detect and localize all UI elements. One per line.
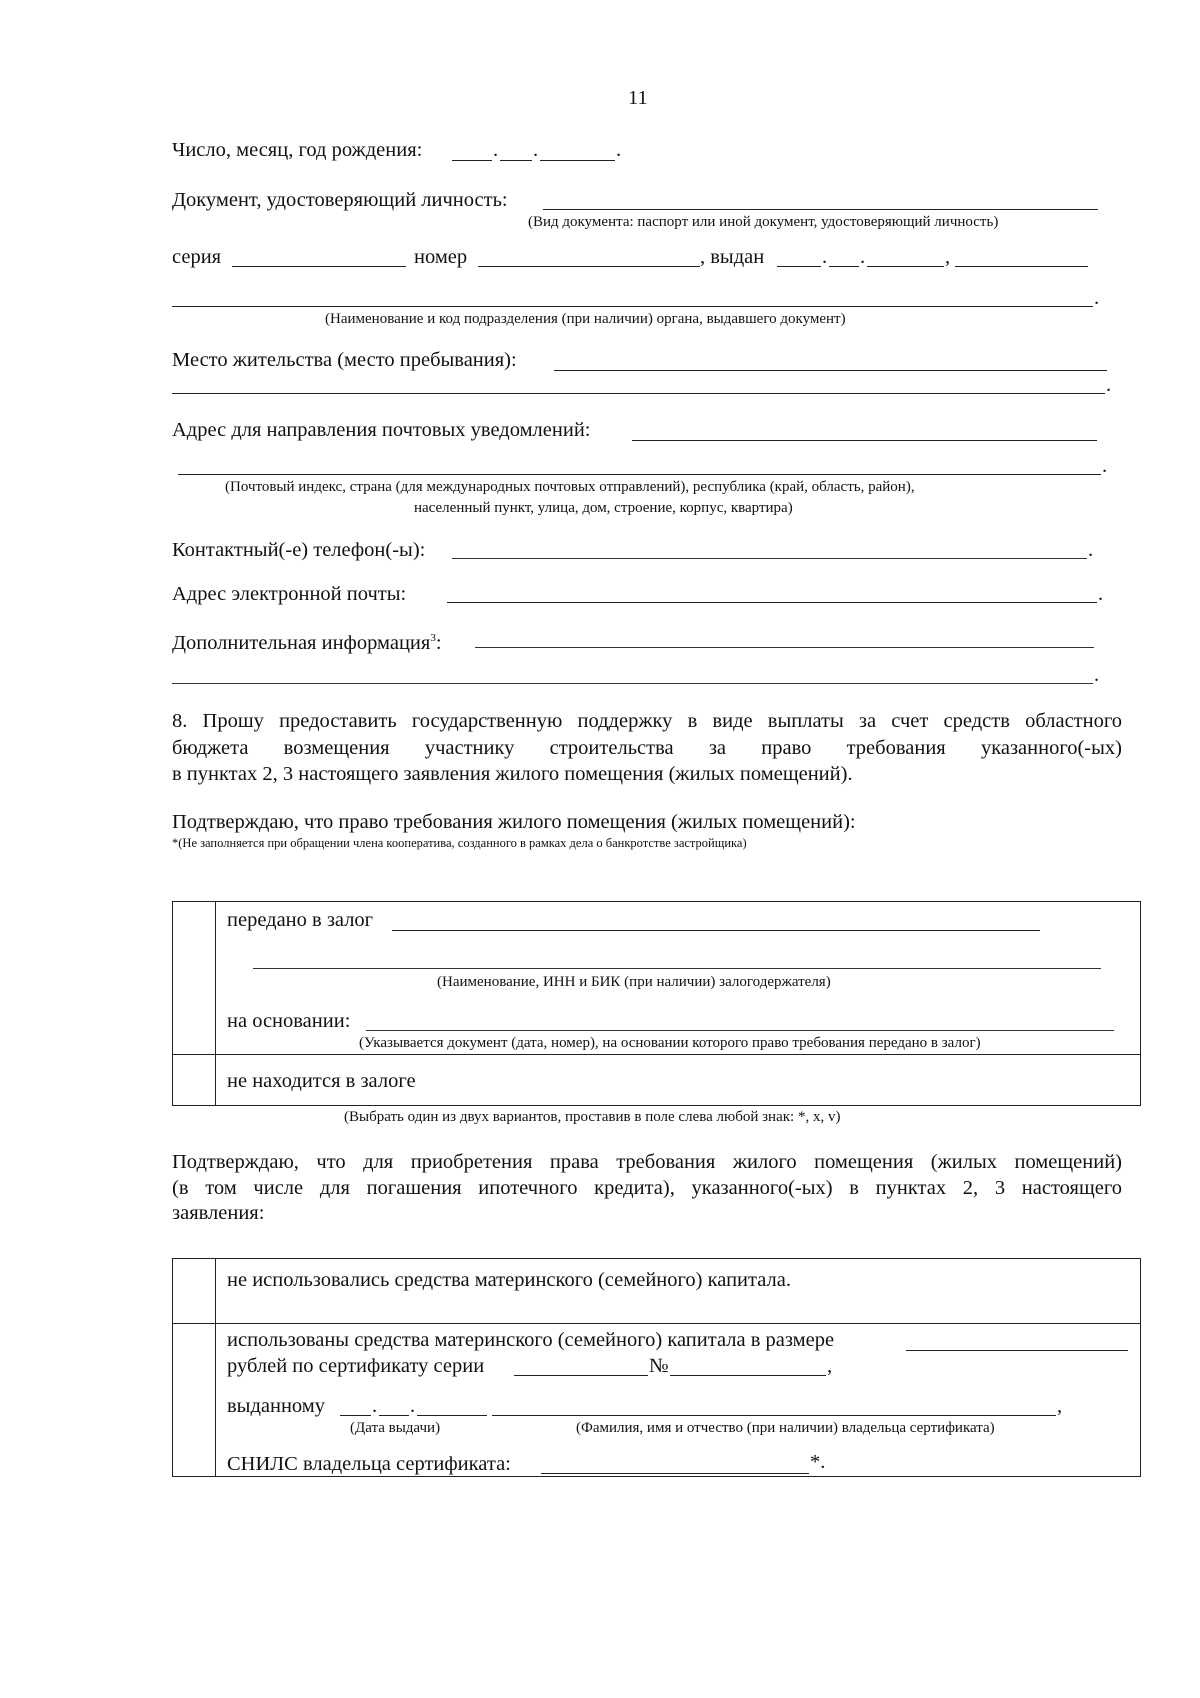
residence-label: Место жительства (место пребывания): — [172, 349, 517, 371]
pledge-row2-checkbox[interactable] — [174, 1056, 214, 1104]
certificate-owner-field[interactable] — [492, 1415, 1056, 1416]
birth-day-field[interactable] — [452, 160, 492, 161]
confirm-pledge-text: Подтверждаю, что право требования жилого помещения (жилых помещений): — [172, 811, 856, 833]
pledged-label: передано в залог — [227, 909, 374, 931]
pledge-table-divider-horizontal — [172, 1054, 1141, 1055]
number-field[interactable] — [478, 266, 700, 267]
section8-line-2: бюджета возмещения участнику строительства за право требования указанного(-ых) — [172, 737, 1122, 759]
birth-month-field[interactable] — [500, 160, 532, 161]
basis-field[interactable] — [366, 1030, 1114, 1031]
postal-end-dot: . — [1102, 455, 1108, 477]
email-field[interactable] — [447, 602, 1097, 603]
birth-end-dot: . — [616, 139, 622, 161]
not-pledged-label: не находится в залоге — [227, 1070, 416, 1092]
residence-field-line-2[interactable] — [172, 393, 1105, 394]
capital-not-used-label: не использовались средства материнского (семейного) капитала. — [227, 1269, 791, 1291]
confirm-pledge-note: *(Не заполняется при обращении члена кооператива, созданного в рамках дела о банкротстве застройщика) — [172, 836, 747, 850]
section8-line-1: 8. Прошу предоставить государственную поддержку в виде выплаты за счет средств областного — [172, 710, 1122, 732]
extra-info-label — [172, 626, 442, 655]
snils-label: СНИЛС владельца сертификата: — [227, 1453, 511, 1475]
pledge-choice-hint: (Выбрать один из двух вариантов, проставив в поле слева любой знак: *, x, v) — [344, 1109, 841, 1125]
issuer-end-dot: . — [1094, 287, 1100, 309]
pledgee-field-line-2[interactable] — [253, 968, 1101, 969]
capital-row1-checkbox[interactable] — [174, 1260, 214, 1322]
section8-line-3: в пунктах 2, 3 настоящего заявления жилого помещения (жилых помещений). — [172, 763, 853, 785]
email-label: Адрес электронной почты: — [172, 583, 407, 605]
pledge-row1-checkbox[interactable] — [174, 903, 214, 1053]
issued-label: , выдан — [700, 246, 765, 268]
basis-caption: (Указывается документ (дата, номер), на основании которого право требования передано в залог) — [359, 1035, 981, 1051]
extra-info-text: Дополнительная информация — [172, 631, 431, 654]
series-label: серия — [172, 246, 222, 268]
issue-date-caption: (Дата выдачи) — [350, 1420, 441, 1436]
basis-label: на основании: — [227, 1010, 351, 1032]
certificate-number-field[interactable] — [670, 1375, 826, 1376]
phone-label: Контактный(-е) телефон(-ы): — [172, 539, 426, 561]
snils-end-mark: *. — [810, 1451, 826, 1473]
phone-end-dot: . — [1088, 539, 1094, 561]
birth-dot-2: . — [533, 139, 539, 161]
issued-year-field[interactable] — [867, 266, 944, 267]
page-number: 11 — [628, 87, 648, 109]
confirm-capital-line-2: (в том числе для погашения ипотечного кредита), указанного(-ых) в пунктах 2, 3 настоящего — [172, 1177, 1122, 1199]
capital-row2-checkbox[interactable] — [174, 1325, 214, 1475]
series-field[interactable] — [232, 266, 406, 267]
id-document-type-field[interactable] — [543, 209, 1098, 210]
capital-amount-field[interactable] — [906, 1350, 1128, 1351]
certificate-series-field[interactable] — [514, 1375, 648, 1376]
certificate-series-label: рублей по сертификату серии — [227, 1355, 485, 1377]
extra-info-end-dot: . — [1094, 664, 1100, 686]
confirm-capital-line-1: Подтверждаю, что для приобретения права требования жилого помещения (жилых помещений) — [172, 1151, 1122, 1173]
issued-month-field[interactable] — [829, 266, 859, 267]
pledge-table-divider-vertical — [215, 901, 216, 1106]
cert-issued-day-field[interactable] — [340, 1415, 371, 1416]
issued-dot-1: . — [822, 246, 828, 268]
cert-issued-dot-1: . — [372, 1395, 378, 1417]
birth-year-field[interactable] — [540, 160, 615, 161]
extra-info-field-line-1[interactable] — [475, 647, 1094, 648]
certificate-number-sign: № — [649, 1355, 669, 1377]
number-label: номер — [414, 246, 468, 268]
residence-field-line-1[interactable] — [554, 370, 1107, 371]
issued-day-field[interactable] — [777, 266, 821, 267]
email-end-dot: . — [1098, 583, 1104, 605]
capital-table-divider-vertical — [215, 1258, 216, 1477]
id-document-label: Документ, удостоверяющий личность: — [172, 189, 508, 211]
issuer-caption: (Наименование и код подразделения (при наличии) органа, выдавшего документ) — [325, 311, 846, 327]
issuer-field[interactable] — [172, 306, 1093, 307]
birth-dot-1: . — [493, 139, 499, 161]
extra-info-field-line-2[interactable] — [172, 683, 1093, 684]
certificate-number-comma: , — [827, 1355, 833, 1377]
id-document-caption: (Вид документа: паспорт или иной документ, удостоверяющий личность) — [528, 214, 999, 230]
certificate-owner-comma: , — [1057, 1395, 1063, 1417]
footnote-marker: 3 — [430, 632, 436, 644]
extra-info-colon: : — [435, 631, 442, 654]
capital-used-label: использованы средства материнского (семейного) капитала в размере — [227, 1329, 835, 1351]
certificate-owner-caption: (Фамилия, имя и отчество (при наличии) владельца сертификата) — [576, 1420, 995, 1436]
phone-field[interactable] — [452, 558, 1087, 559]
issued-extra-field[interactable] — [955, 266, 1088, 267]
capital-table-divider-horizontal — [172, 1323, 1141, 1324]
confirm-capital-line-3: заявления: — [172, 1202, 265, 1224]
postal-address-field-line-2[interactable] — [178, 474, 1101, 475]
postal-address-field-line-1[interactable] — [632, 440, 1097, 441]
postal-caption-line-1: (Почтовый индекс, страна (для международных почтовых отправлений), республика (край, область, район), — [225, 479, 915, 495]
cert-issued-year-field[interactable] — [417, 1415, 487, 1416]
issued-comma: , — [945, 246, 951, 268]
postal-address-label: Адрес для направления почтовых уведомлений: — [172, 419, 591, 441]
snils-field[interactable] — [541, 1473, 809, 1474]
issued-dot-2: . — [860, 246, 866, 268]
pledgee-caption: (Наименование, ИНН и БИК (при наличии) залогодержателя) — [437, 974, 831, 990]
certificate-issued-label: выданному — [227, 1395, 326, 1417]
residence-end-dot: . — [1106, 374, 1112, 396]
cert-issued-month-field[interactable] — [379, 1415, 409, 1416]
postal-caption-line-2: населенный пункт, улица, дом, строение, корпус, квартира) — [414, 500, 793, 516]
cert-issued-dot-2: . — [410, 1395, 416, 1417]
birth-date-label: Число, месяц, год рождения: — [172, 139, 423, 161]
pledgee-field-line-1[interactable] — [392, 930, 1040, 931]
